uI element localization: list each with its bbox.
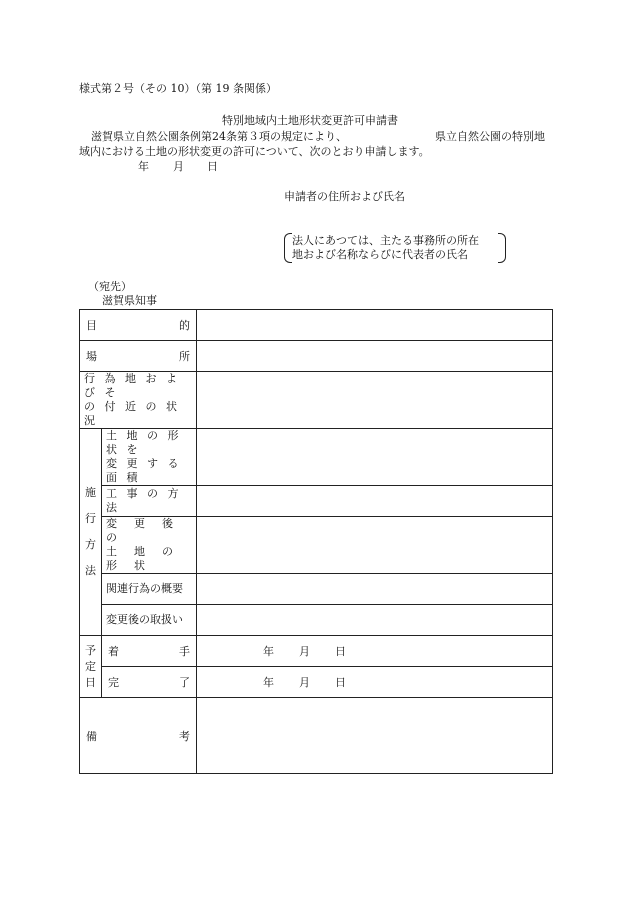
schedule-group-label xyxy=(80,636,102,698)
completion-label-2: 了 xyxy=(179,676,190,689)
completion-label xyxy=(102,667,197,698)
construction-method-field[interactable] xyxy=(197,486,553,517)
right-bracket xyxy=(498,233,506,263)
related-acts-text: 関連行為の概要 xyxy=(106,582,183,595)
addressee: 滋賀県知事 xyxy=(102,294,157,307)
date-year: 年 xyxy=(138,160,149,173)
post-change-handling-label xyxy=(102,605,197,636)
completion-label-1: 完 xyxy=(108,676,119,689)
table-row xyxy=(80,310,553,341)
remarks-label xyxy=(80,698,197,774)
applicant-label: 申請者の住所および氏名 xyxy=(284,190,405,203)
body-text-line1-a: 滋賀県立自然公園条例第24条第３項の規定により、 xyxy=(91,130,347,143)
table-row xyxy=(80,429,553,486)
shape-change-area-label xyxy=(102,429,197,486)
corporate-note xyxy=(284,233,506,263)
location-label-2: 所 xyxy=(179,350,190,363)
addressee-label: （宛先） xyxy=(88,280,132,293)
form-number: 様式第２号（その 10）（第 19 条関係） xyxy=(79,82,277,95)
table-row xyxy=(80,667,553,698)
application-form-table xyxy=(79,309,553,774)
remarks-label-1: 備 xyxy=(86,729,97,743)
post-change-shape-line2: 土 地 の 形 状 xyxy=(106,545,190,572)
location-label xyxy=(80,341,197,372)
date-day: 日 xyxy=(207,160,218,173)
purpose-label-2: 的 xyxy=(179,319,190,332)
shape-change-area-line2: 変 更 す る 面 積 xyxy=(106,457,182,484)
shape-change-area-field[interactable] xyxy=(197,429,553,486)
table-row xyxy=(80,636,553,667)
corporate-note-line2: 地および名称ならびに代表者の氏名 xyxy=(292,248,468,261)
method-char-2: 行 xyxy=(85,512,96,525)
post-change-handling-text: 変更後の取扱い xyxy=(106,613,183,626)
start-label-1: 着 xyxy=(108,645,119,658)
act-area-field[interactable] xyxy=(197,372,553,429)
shape-change-area-line1: 土 地 の 形 状 を xyxy=(106,429,182,456)
post-change-shape-field[interactable] xyxy=(197,517,553,574)
construction-method-text: 工 事 の 方 法 xyxy=(106,487,182,514)
corporate-note-text xyxy=(292,234,479,262)
related-acts-field[interactable] xyxy=(197,574,553,605)
body-text-line1-b: 県立自然公園の特別地 xyxy=(435,130,545,143)
completion-day: 日 xyxy=(335,676,346,689)
remarks-label-2: 考 xyxy=(179,729,190,743)
post-change-shape-line1: 変 更 後 の xyxy=(106,517,190,544)
method-char-3: 方 xyxy=(85,538,96,551)
table-row xyxy=(80,372,553,429)
table-row xyxy=(80,486,553,517)
table-row xyxy=(80,698,553,774)
left-bracket xyxy=(284,233,292,263)
schedule-char-3: 日 xyxy=(85,675,96,689)
date-month: 月 xyxy=(173,160,184,173)
completion-month: 月 xyxy=(299,676,310,689)
act-area-line1: 行 為 地 お よ び そ xyxy=(84,372,180,399)
purpose-field[interactable] xyxy=(197,310,553,341)
post-change-shape-label xyxy=(102,517,197,574)
act-area-label xyxy=(80,372,197,429)
purpose-label xyxy=(80,310,197,341)
related-acts-label xyxy=(102,574,197,605)
remarks-field[interactable] xyxy=(197,698,553,774)
location-label-1: 場 xyxy=(86,350,97,363)
schedule-char-2: 定 xyxy=(85,659,96,673)
corporate-note-line1: 法人にあつては、主たる事務所の所在 xyxy=(292,234,479,247)
location-field[interactable] xyxy=(197,341,553,372)
completion-year: 年 xyxy=(263,676,274,689)
method-group-label xyxy=(80,429,102,636)
table-row xyxy=(80,341,553,372)
method-char-4: 法 xyxy=(85,564,96,577)
schedule-char-1: 予 xyxy=(85,643,96,657)
purpose-label-1: 目 xyxy=(86,319,97,332)
start-day: 日 xyxy=(335,645,346,658)
start-label-2: 手 xyxy=(179,645,190,658)
start-date-field[interactable] xyxy=(197,636,553,667)
table-row xyxy=(80,605,553,636)
document-title: 特別地域内土地形状変更許可申請書 xyxy=(222,114,398,127)
body-text-line2: 域内における土地の形状変更の許可について、次のとおり申請します。 xyxy=(79,145,430,158)
completion-date-field[interactable] xyxy=(197,667,553,698)
start-year: 年 xyxy=(263,645,274,658)
construction-method-label xyxy=(102,486,197,517)
act-area-line2: の 付 近 の 状 況 xyxy=(84,400,180,427)
table-row xyxy=(80,574,553,605)
post-change-handling-field[interactable] xyxy=(197,605,553,636)
start-label xyxy=(102,636,197,667)
table-row xyxy=(80,517,553,574)
start-month: 月 xyxy=(299,645,310,658)
method-char-1: 施 xyxy=(85,486,96,499)
